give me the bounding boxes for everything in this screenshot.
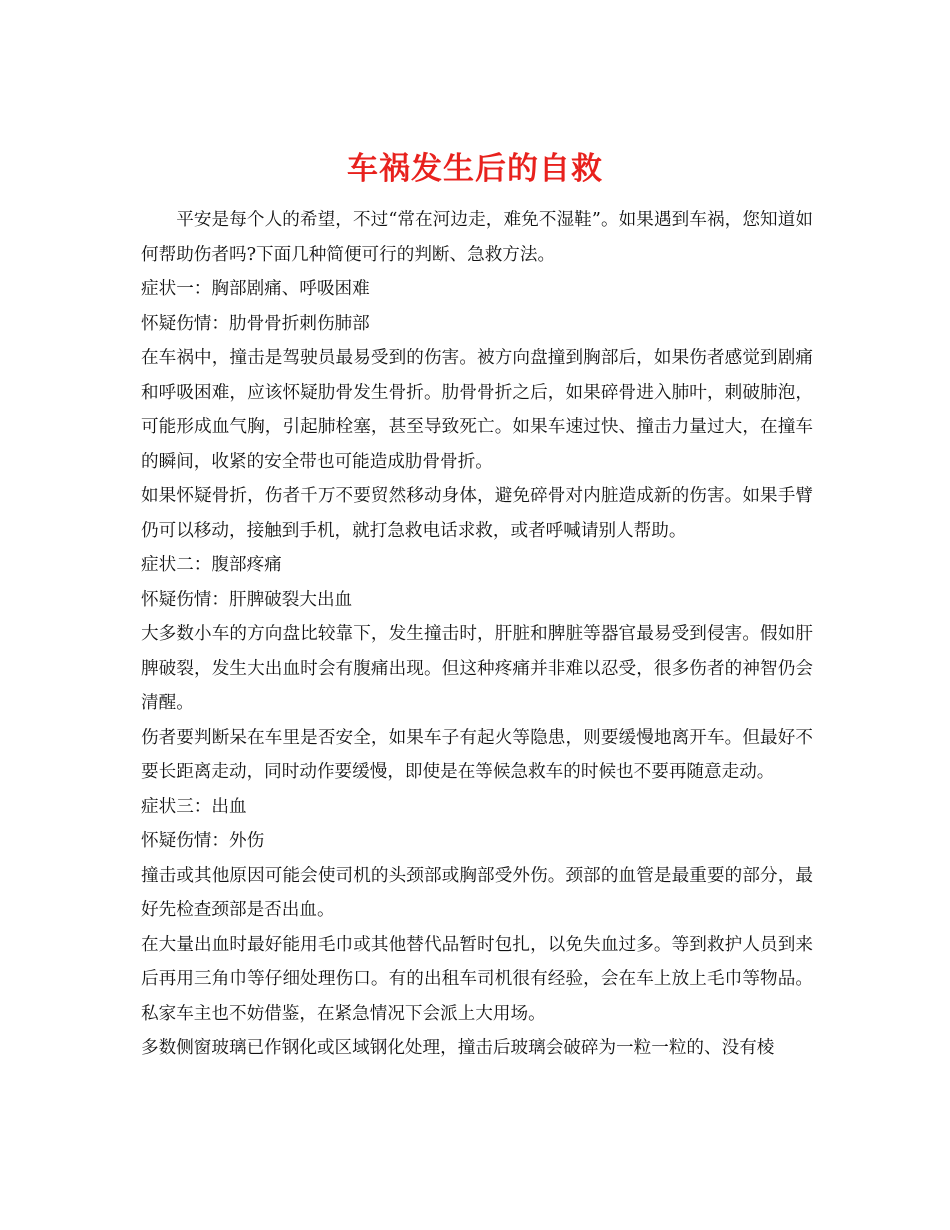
paragraph-symptom-2: 症状二：腹部疼痛 bbox=[141, 555, 282, 575]
paragraph: 在大量出血时最好能用毛巾或其他替代品暂时包扎，以免失血过多。等到救护人员到来后再用三角巾等仔细处理伤口。有的出租车司机很有经验，会在车上放上毛巾等物品。私家车主也不妨借鉴，在紧急情况下会派上大用场。 bbox=[141, 934, 813, 1024]
paragraph: 多数侧窗玻璃已作钢化或区域钢化处理，撞击后玻璃会破碎为一粒一粒的、没有棱 bbox=[141, 1038, 775, 1058]
paragraph-symptom-1: 症状一：胸部剧痛、呼吸困难 bbox=[141, 279, 370, 299]
paragraph: 撞击或其他原因可能会使司机的头颈部或胸部受外伤。颈部的血管是最重要的部分，最好先检查颈部是否出血。 bbox=[141, 865, 813, 920]
document-title: 车祸发生后的自救 bbox=[347, 150, 603, 187]
paragraph-symptom-3: 症状三：出血 bbox=[141, 796, 247, 817]
paragraph: 大多数小车的方向盘比较靠下，发生撞击时，肝脏和脾脏等器官最易受到侵害。假如肝脾破裂，发生大出血时会有腹痛出现。但这种疼痛并非难以忍受，很多伤者的神智仍会清醒。 bbox=[141, 624, 813, 713]
paragraph: 如果怀疑骨折，伤者千万不要贸然移动身体，避免碎骨对内脏造成新的伤害。如果手臂仍可以移动，接触到手机，就打急救电话求救，或者呼喊请别人帮助。 bbox=[141, 486, 813, 541]
paragraph-suspected-injury-1: 怀疑伤情：肋骨骨折刺伤肺部 bbox=[141, 313, 370, 334]
document-body bbox=[141, 203, 813, 1066]
paragraph-suspected-injury-3: 怀疑伤情：外伤 bbox=[141, 831, 265, 851]
paragraph: 在车祸中，撞击是驾驶员最易受到的伤害。被方向盘撞到胸部后，如果伤者感觉到剧痛和呼吸困难，应该怀疑肋骨发生骨折。肋骨骨折之后，如果碎骨进入肺叶，刺破肺泡，可能形成血气胸，引起肺栓塞，甚至导致死亡。如果车速过快、撞击力量过大，在撞车的瞬间，收紧的安全带也可能造成肋骨骨折。 bbox=[141, 348, 813, 472]
paragraph-intro: 平安是每个人的希望，不过“常在河边走，难免不湿鞋”。如果遇到车祸，您知道如何帮助伤者吗?下面几种简便可行的判断、急救方法。 bbox=[141, 210, 813, 265]
paragraph: 伤者要判断呆在车里是否安全，如果车子有起火等隐患，则要缓慢地离开车。但最好不要长距离走动，同时动作要缓慢，即使是在等候急救车的时候也不要再随意走动。 bbox=[141, 727, 813, 782]
paragraph-suspected-injury-2: 怀疑伤情：肝脾破裂大出血 bbox=[141, 589, 353, 610]
